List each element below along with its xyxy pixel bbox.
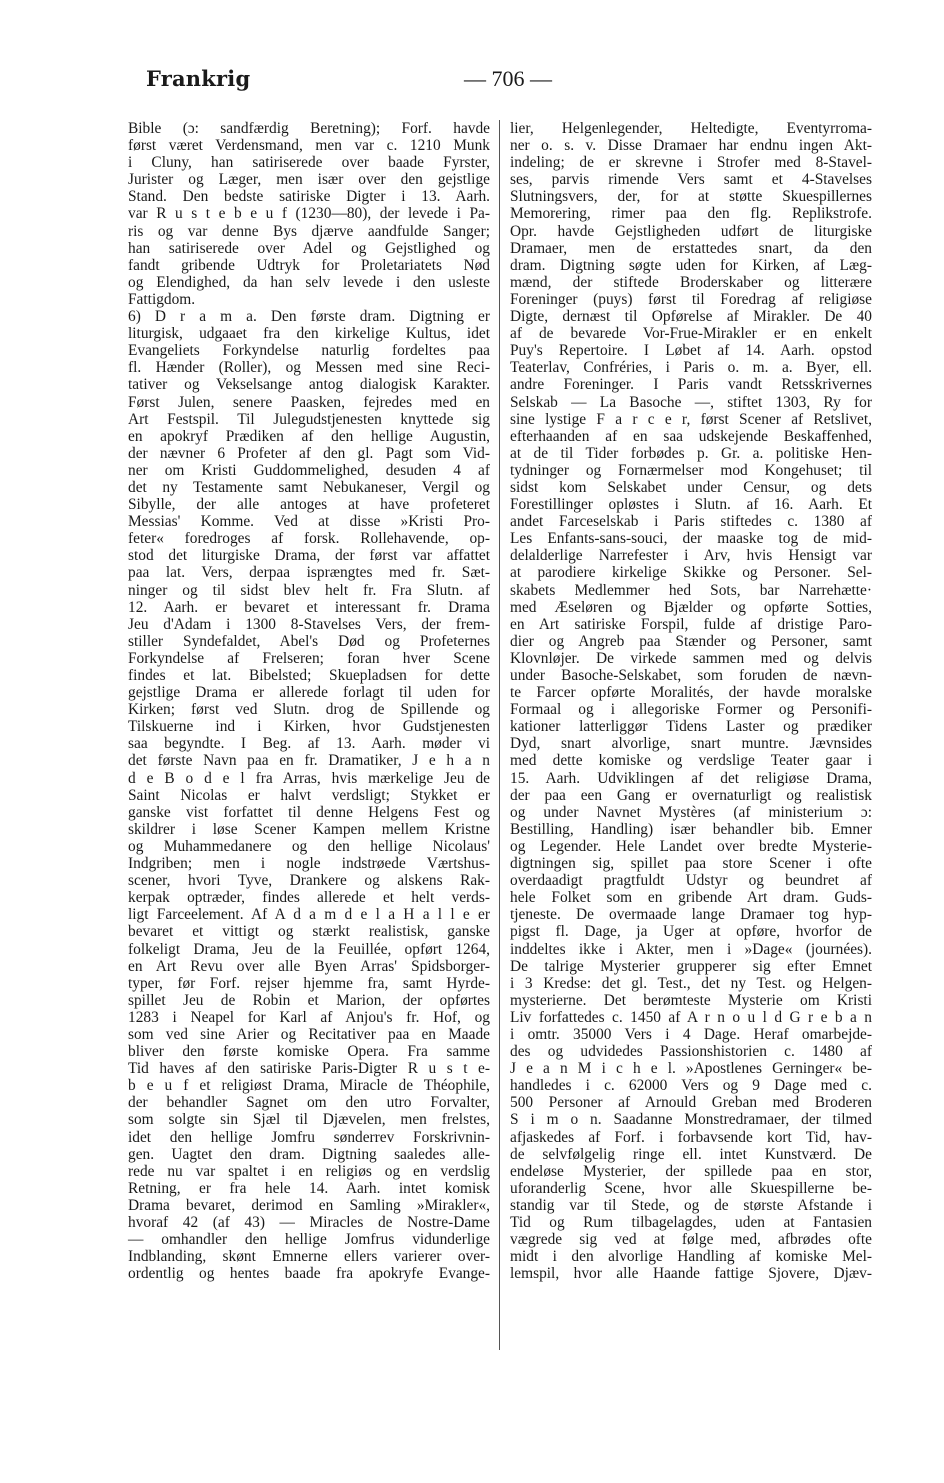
text-line: S i m o n. Saadanne Monstredramaer, der tilmed <box>510 1111 872 1129</box>
text-line: ganske vist forfattet til denne Helgens Fest og <box>128 803 490 821</box>
text-line: Slutningsvers, der, for at støtte Skuespillernes <box>510 188 872 206</box>
text-line: sine lystige F a r c e r, først Scener af Retslivet, <box>510 410 872 428</box>
text-line: mænd, der stiftede Broderskaber og litterære <box>510 273 872 291</box>
text-line: des og udvidedes Passionshistorien c. 1480 af <box>510 1043 872 1061</box>
text-line: Dyd, snart alvorlige, snart muntre. Jævnsides <box>510 735 872 753</box>
text-line: var R u s t e b e u f (1230—80), der levede i Pa- <box>128 205 490 223</box>
text-line: der nævner 6 Profeter af den gl. Pagt som Vid- <box>128 444 490 462</box>
text-line: og Legender. Hele Landet over bredte Mysterie- <box>510 837 872 855</box>
text-line: 12. Aarh. er bevaret et interessant fr. Drama <box>128 598 490 616</box>
text-line: ordentlig og hentes baade fra apokryfe Evange- <box>128 1265 490 1283</box>
text-line: efterhaanden af en saa udskejende Beskaffenhed, <box>510 427 872 445</box>
text-line: rede nu var spaltet i en religiøs og en verdslig <box>128 1162 490 1180</box>
text-line: skildrer i løse Scener Kampen mellem Kristne <box>128 820 490 838</box>
text-line: andre Foreninger. I Paris vandt Retsskrivernes <box>510 376 872 394</box>
text-line: indeling; de er skrevne i Strofer med 8-Stavel- <box>510 154 872 172</box>
text-line: Først Julen, senere Paasken, fejredes med en <box>128 393 490 411</box>
text-line: fandt gribende Udtryk for Proletariatets Nød <box>128 256 490 274</box>
text-line: 6) D r a m a. Den første dram. Digtning er <box>128 308 490 326</box>
text-line: det første Navn paa en fr. Dramatiker, J e h a n <box>128 752 490 770</box>
text-line: Tid haves af den satiriske Paris-Digter R u s t e- <box>128 1060 490 1078</box>
text-line: Forkyndelse af Frelseren; foran hver Scene <box>128 649 490 667</box>
text-line: en Art satiriske Forspil, fulde af dristige Paro- <box>510 615 872 633</box>
text-line: det ny Testamente samt Nebukaneser, Vergil og <box>128 478 490 496</box>
text-line: andet Farceselskab i Paris stiftedes c. 1380 af <box>510 513 872 531</box>
text-line: Bestilling, Handling) især behandler bib. Emner <box>510 820 872 838</box>
text-line: d e B o d e l fra Arras, hvis mærkelige Jeu de <box>128 769 490 787</box>
text-line: De talrige Mysterier grupperer sig efter Emnet <box>510 957 872 975</box>
text-line: gejstlige Drama er allerede forlagt til uden for <box>128 684 490 702</box>
text-line: Retning, er fra hele 14. Aarh. intet komisk <box>128 1179 490 1197</box>
text-line: Klovnløjer. De virkede sammen med og delvis <box>510 649 872 667</box>
text-line: hvoraf 42 (af 43) — Miracles de Nostre-Dame <box>128 1214 490 1231</box>
text-line: og Elendighed, da han selv levede i den usleste <box>128 273 490 291</box>
text-line: Tid og Rum tilbagelagdes, uden at Fantasien <box>510 1214 872 1231</box>
text-line: Fattigdom. <box>128 290 196 308</box>
text-line: inddeltes ikke i Akter, men i »Dage« (journées). <box>510 940 872 958</box>
text-line: og under Navnet Mystères (af ministerium ɔ: <box>510 803 872 821</box>
text-line: Jeu d'Adam i 1300 8-Stavelses Vers, der frem- <box>128 615 490 633</box>
text-line: Sibylle, der alle antoges at have profeteret <box>128 496 490 514</box>
text-line: Opr. havde Gejstligheden udført de liturgiske <box>510 222 872 240</box>
text-line: stiller Syndefaldet, Abel's Død og Profeternes <box>128 632 490 650</box>
text-line: tydninger og Fornærmelser mod Kongehuset; til <box>510 461 872 479</box>
text-line: ner om Kristi Guddommelighed, desuden 4 af <box>128 461 490 479</box>
text-line: Digte, dernæst til Opførelse af Mirakler. De 40 <box>510 308 872 326</box>
text-line: vægrede sig ved at følge med, afbrødes ofte <box>510 1231 872 1249</box>
text-line: Memorering, rimer paa den flg. Replikstrofe. <box>510 205 872 223</box>
text-line: midt i den alvorlige Handling af komiske Mel- <box>510 1248 872 1266</box>
text-line: spillet Jeu de Robin et Marion, der opførtes <box>128 991 490 1009</box>
text-line: J e a n M i c h e l. »Apostlenes Gerninger« be- <box>510 1060 872 1078</box>
text-line: fl. Hænder (Roller), og Messen med sine Reci- <box>128 359 490 377</box>
running-title: Frankrig <box>146 66 251 91</box>
text-line: Kirken; først ved Slutn. drog de Spillende og <box>128 701 490 719</box>
text-line: en apokryf Prædiken af den hellige Augustin, <box>128 427 490 445</box>
page-number: — 706 — <box>464 66 552 91</box>
text-line: digtningen sig, spillet paa store Scener i ofte <box>510 855 872 873</box>
text-line: de selvfølgelig ringe ell. intet Kunstværd. De <box>510 1145 872 1163</box>
text-line: Bible (ɔ: sandfærdig Beretning); Forf. havde <box>128 120 490 137</box>
text-line: afjaskedes af Forf. i forbavsende kort Tid, hav- <box>510 1128 872 1146</box>
text-line: først været Verdensmand, men var c. 1210 Munk <box>128 137 490 155</box>
text-line: at parodiere kirkelige Skikke og Personer. Sel- <box>510 564 872 582</box>
text-line: Drama bevaret, derimod en Samling »Mirakler«, <box>128 1196 490 1214</box>
text-line: lemspil, hvor alle Haande fattige Sjovere, Djæv- <box>510 1265 872 1283</box>
text-line: findes et lat. Bibelsted; Skuepladsen for dette <box>128 667 490 684</box>
text-line: Teaterlav, Confréries, i Paris o. m. a. Byer, ell. <box>510 359 872 377</box>
text-line: folkeligt Drama, Jeu de la Feuillée, opført 1264, <box>128 940 490 958</box>
text-line: Les Enfants-sans-souci, der maaske tog de mid- <box>510 530 872 548</box>
text-line: med Æseløren og Bjælder og opførte Sotties, <box>510 598 872 616</box>
text-line: kerpak optræder, findes allerede et helt verds- <box>128 889 490 907</box>
text-line: feter« foredroges af forsk. Rollehavende, op- <box>128 530 490 548</box>
text-line: endeløse Mysterier, der spillede paa en stor, <box>510 1162 872 1180</box>
text-line: uforanderlig Scene, hvor alle Skuespillerne be- <box>510 1179 872 1197</box>
text-line: Liv forfattedes c. 1450 af A r n o u l d G r e b a n <box>510 1008 872 1026</box>
text-line: paa lat. Vers, derpaa isprængtes med fr. Sæt- <box>128 564 490 582</box>
text-line: idet den hellige Jomfru sønderrev Forskrivnin- <box>128 1128 490 1146</box>
text-line: 500 Personer af Arnould Greban med Broderen <box>510 1094 872 1112</box>
text-line: af de bevarede Vor-Frue-Mirakler er en enkelt <box>510 325 872 343</box>
text-line: Messias' Komme. Ved at disse »Kristi Pro- <box>128 513 490 531</box>
text-line: mysterierne. Det berømteste Mysterie om Kristi <box>510 991 872 1009</box>
text-line: gen. Uagtet den dram. Digtning saaledes alle- <box>128 1145 490 1163</box>
text-line: scener, hvori Tyve, Drankere og alskens Rak- <box>128 872 490 890</box>
text-line: Indgriben; men i nogle indstrøede Værtshus- <box>128 855 490 873</box>
text-line: ninger og til sidst blev helt fr. Fra Slutn. af <box>128 581 490 599</box>
text-line: bliver den første komiske Opera. Fra samme <box>128 1043 490 1061</box>
text-line: saa begyndte. I Beg. af 13. Aarh. møder vi <box>128 735 490 753</box>
text-line: en Art Revu over alle Byen Arras' Spidsborger- <box>128 957 490 975</box>
text-line: ner o. s. v. Disse Dramaer har endnu ingen Akt- <box>510 137 872 155</box>
text-line: sidst kom Selskabet under Censur, og dets <box>510 478 872 496</box>
page-header <box>146 66 852 100</box>
text-line: som ved sine Arier og Recitativer paa en Maade <box>128 1025 490 1043</box>
text-line: Dramaer, men de erstattedes snart, da den <box>510 239 872 257</box>
text-line: der paa een Gang er overnaturligt og realistisk <box>510 786 872 804</box>
text-line: i 3 Kredse: det gl. Test., det ny Test. og Helgen- <box>510 974 872 992</box>
text-line: handledes i c. 62000 Vers og 9 Dage med c. <box>510 1077 872 1095</box>
text-line: i Cluny, han satiriserede over baade Fyrster, <box>128 154 490 172</box>
text-line: Evangeliets Forkyndelse naturlig fordeltes paa <box>128 342 490 360</box>
text-line: ses, parvis rimende Vers samt et 4-Stavelses <box>510 171 872 189</box>
left-column <box>128 120 490 1282</box>
text-line: Saint Nicolas er halvt verdsligt; Stykket er <box>128 786 490 804</box>
text-line: der behandler Sagnet om den utro Forvalter, <box>128 1094 490 1112</box>
text-line: bevaret et vittigt og stærkt realistisk, ganske <box>128 923 490 941</box>
text-line: tativer og Vekselsange antog dialogisk Karakter. <box>128 376 490 394</box>
text-line: han satiriserede over Adel og Gejstlighed og <box>128 239 490 257</box>
text-line: Tilskuerne ind i Kirken, hvor Gudstjenesten <box>128 718 490 736</box>
text-line: kationer latterliggør Tidens Laster og prædiker <box>510 718 872 736</box>
text-line: Art Festspil. Til Julegudstjenesten knyttede sig <box>128 410 490 428</box>
text-line: dier og Angreb paa Stænder og Personer, samt <box>510 632 872 650</box>
text-line: stod det liturgiske Drama, der først var affattet <box>128 547 490 565</box>
text-line: dram. Digtning søgte uden for Kirken, af Læg- <box>510 256 872 274</box>
text-line: delalderlige Narrefester i Arv, hvis Hensigt var <box>510 547 872 565</box>
text-line: Stand. Den bedste satiriske Digter i 13. Aarh. <box>128 188 490 206</box>
text-line: liturgisk, udgaaet fra den kirkelige Kultus, idet <box>128 325 490 343</box>
text-line: b e u f et religiøst Drama, Miracle de Théophile, <box>128 1077 490 1095</box>
text-line: — omhandler den hellige Jomfrus vidunderlige <box>128 1231 490 1249</box>
text-line: og Muhammedanere og den hellige Nicolaus' <box>128 837 490 855</box>
text-line: i omtr. 35000 Vers i 4 Dage. Heraf omarbejde- <box>510 1025 872 1043</box>
text-line: med dette komiske og verdslige Teater gaar i <box>510 752 872 770</box>
text-line: Jurister og Læger, men især over den gejstlige <box>128 171 490 189</box>
text-line: typer, før Forf. rejser hjemme fra, samt Hyrde- <box>128 974 490 992</box>
right-column <box>510 120 872 1282</box>
text-line: ris og var denne Bys djærve aandfulde Sanger; <box>128 222 490 240</box>
text-line: Selskab — La Basoche —, stiftet 1303, Ry for <box>510 393 872 411</box>
text-line: te Farcer opførte Moralités, der havde moralske <box>510 684 872 702</box>
text-line: hele Folket som en gribende Art dram. Guds- <box>510 889 872 907</box>
text-line: ligt Farceelement. Af A d a m d e l a H a l l e er <box>128 906 490 924</box>
text-line: standig var til Stede, og de største Afstande i <box>510 1196 872 1214</box>
text-line: som solgte sin Sjæl til Djævelen, men frelstes, <box>128 1111 490 1129</box>
text-line: Puy's Repertoire. I Løbet af 14. Aarh. opstod <box>510 342 872 360</box>
text-line: tjeneste. De overmaade lange Dramaer tog hyp- <box>510 906 872 924</box>
text-line: lier, Helgenlegender, Heltedigte, Eventyrroma- <box>510 120 872 137</box>
text-line: Formaal og i allegoriske Former og Personifi- <box>510 701 872 719</box>
text-line: Forestillinger opløstes i Slutn. af 16. Aarh. Et <box>510 496 872 514</box>
text-line: at de til Tider forbødes p. Gr. a. politiske Hen- <box>510 444 872 462</box>
text-line: 15. Aarh. Udviklingen af det religiøse Drama, <box>510 769 872 787</box>
text-line: under Basoche-Selskabet, som foruden de nævn- <box>510 667 872 684</box>
text-line: Indblanding, skønt Emnerne ellers varierer over- <box>128 1248 490 1266</box>
text-line: Foreninger (puys) først til Foredrag af religiøse <box>510 290 872 308</box>
text-line: skabets Medlemmer hed Sots, bar Narrehætte· <box>510 581 872 599</box>
text-line: pigst fl. Dage, ja Uger at opføre, hvorfor de <box>510 923 872 941</box>
text-line: overdaadigt pragtfuldt Udstyr og beundret af <box>510 872 872 890</box>
text-line: 1283 i Neapel for Karl af Anjou's fr. Hof, og <box>128 1008 490 1026</box>
column-divider <box>499 120 500 1350</box>
